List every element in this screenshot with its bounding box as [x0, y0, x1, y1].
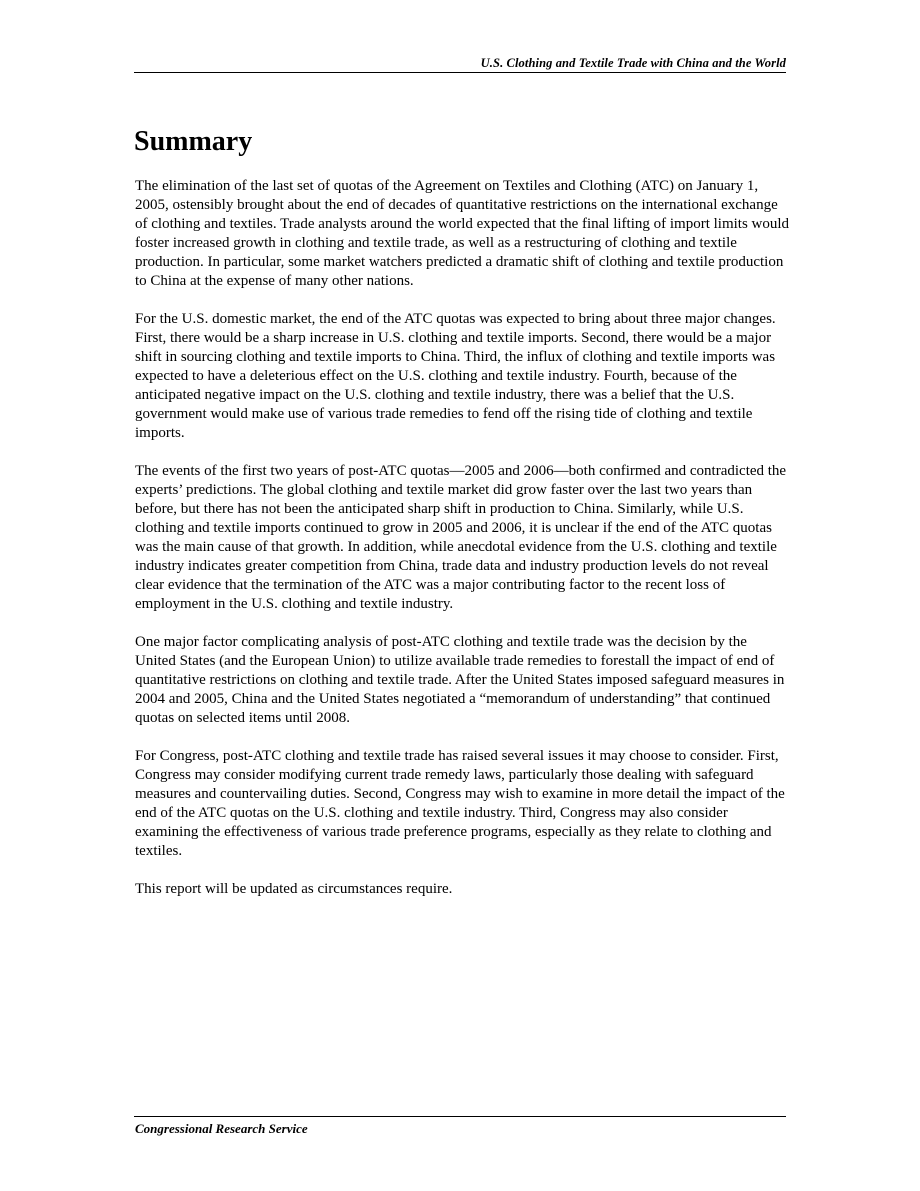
footer-divider — [134, 1116, 786, 1117]
paragraph-atc-elimination: The elimination of the last set of quotas of the Agreement on Textiles and Clothing (ATC) on January 1, 2005, ostensibly brought about the end of decades of quantitative restrictions on the international exchange of clothing and textiles. Trade analysts around the world expected that the final lifting of import limits would foster increased growth in clothing and textile trade, as well as a restructuring of clothing and textile production. In particular, some market watchers predicted a dramatic shift of clothing and textile production to China at the expense of many other nations. — [135, 178, 790, 289]
running-footer: Congressional Research Service — [135, 1121, 308, 1136]
paragraph-trade-remedies: One major factor complicating analysis of post-ATC clothing and textile trade was the decision by the United States (and the European Union) to utilize available trade remedies to forestall the impact of end of quantitative restrictions on clothing and textile trade. After the United States imposed safeguard measures in 2004 and 2005, China and the United States negotiated a “memorandum of understanding” that continued quotas on selected items until 2008. — [135, 634, 785, 726]
paragraph-post-atc-events: The events of the first two years of post-ATC quotas—2005 and 2006—both confirmed and contradicted the experts’ predictions. The global clothing and textile market did grow faster over the last two years than before, but there has not been the anticipated sharp shift in production to China. Similarly, while U.S. clothing and textile imports continued to grow in 2005 and 2006, it is unclear if the end of the ATC quotas was the main cause of that growth. In addition, while anecdotal evidence from the U.S. clothing and textile industry indicates greater competition from China, trade data and industry production levels do not reveal clear evidence that the termination of the ATC was a major contributing factor to the recent loss of employment in the U.S. clothing and textile industry. — [135, 463, 787, 612]
paragraph-congress-issues: For Congress, post-ATC clothing and textile trade has raised several issues it may choose to consider. First, Congress may consider modifying current trade remedy laws, particularly those dealing with safeguard measures and countervailing duties. Second, Congress may wish to examine in more detail the impact of the end of the ATC quotas on the U.S. clothing and textile industry. Third, Congress may also consider examining the effectiveness of various trade preference programs, especially as they relate to clothing and textiles. — [135, 748, 785, 859]
running-header: U.S. Clothing and Textile Trade with China and the World — [480, 56, 786, 70]
paragraph-us-market-expectations: For the U.S. domestic market, the end of the ATC quotas was expected to bring about three major changes. First, there would be a sharp increase in U.S. clothing and textile imports. Second, there would be a major shift in sourcing clothing and textile imports to China. Third, the influx of clothing and textile imports was expected to have a deleterious effect on the U.S. clothing and textile industry. Fourth, because of the anticipated negative impact on the U.S. clothing and textile industry, there was a belief that the U.S. government would make use of various trade remedies to fend off the rising tide of clothing and textile imports. — [135, 311, 776, 441]
paragraph-update-note: This report will be updated as circumstances require. — [135, 881, 453, 897]
summary-body — [135, 177, 790, 918]
section-title: Summary — [134, 126, 253, 157]
header-divider — [134, 72, 786, 73]
